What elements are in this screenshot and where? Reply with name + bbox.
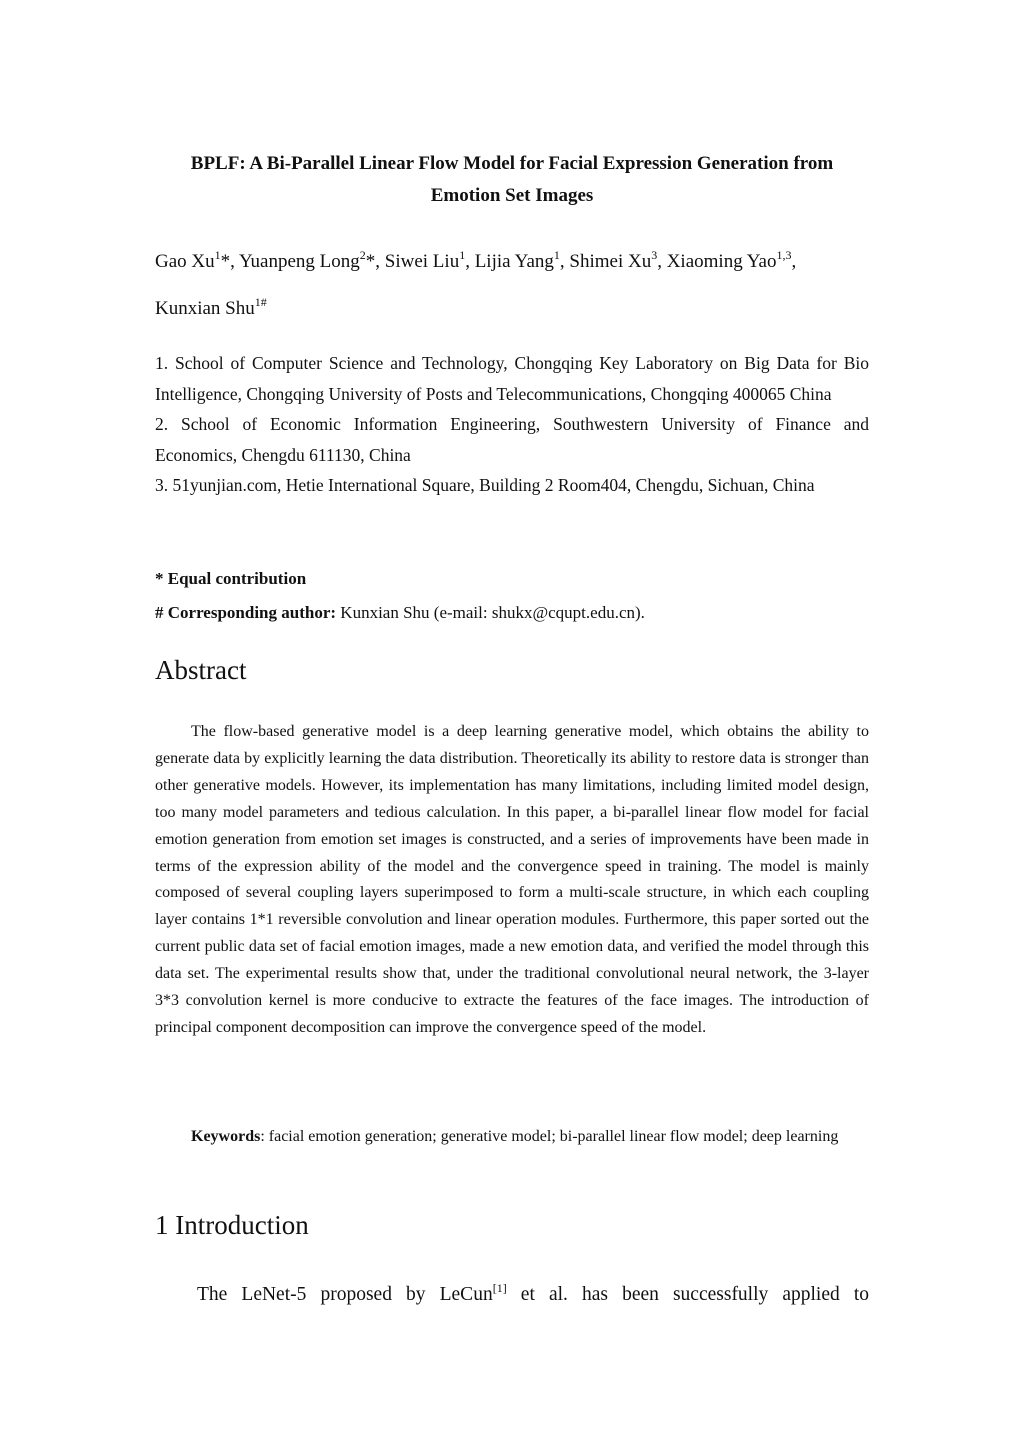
author: Siwei Liu$^1$, (384, 248, 475, 272)
equal-contribution-note: * Equal contribution (155, 569, 307, 588)
author: Kunxian Shu$^{1\#}$ (155, 295, 267, 319)
affiliation-1: 1. School of Computer Science and Technology, Chongqing Key Laboratory on Big Data for Bio Intelligence, Chongqing University of Posts and Telecommunications, Chongqing 400065 China (155, 353, 869, 404)
keywords-label: Keywords (191, 1128, 261, 1145)
keywords (155, 1123, 869, 1150)
abstract-text: The flow-based generative model is a deep learning generative model, which obtains the ability to generate data by explicitly learning the data distribution. Theoretically its ability to restore data is stronger than other generative models. However, its implementation has many limitations, including limited model design, too many model parameters and tedious calculation. In this paper, a bi-parallel linear flow model for facial emotion generation from emotion set images is constructed, and a series of improvements have been made in terms of the expression ability of the model and the convergence speed in training. The model is mainly composed of several coupling layers superimposed to form a multi-scale structure, in which each coupling layer contains 1*1 reversible convolution and linear operation modules. Furthermore, this paper sorted out the current public data set of facial emotion images, made a new emotion data, and verified the model through this data set. The experimental results show that, under the traditional convolutional neural network, the 3-layer 3*3 convolution kernel is more conducive to extracte the features of the face images. The introduction of principal component decomposition can improve the convergence speed of the model. (155, 723, 869, 1036)
citation: [1] (492, 1281, 507, 1295)
introduction-heading: 1 Introduction (155, 1210, 309, 1240)
introduction-text: The LeNet-5 proposed by LeCun[1] et al. has been successfully applied to (197, 1281, 870, 1305)
title-line-1: BPLF: A Bi-Parallel Linear Flow Model for Facial Expression Generation from (190, 153, 834, 174)
author-list (155, 238, 869, 332)
author-notes (155, 562, 869, 630)
paper-title (120, 148, 904, 212)
affiliation-2: 2. School of Economic Information Engineering, Southwestern University of Finance and Economics, Chengdu 611130, China (155, 414, 869, 465)
author: Xiaoming Yao$^{1,3}$, (666, 248, 797, 272)
affiliation-3: 3. 51yunjian.com, Hetie International Square, Building 2 Room404, Chengdu, Sichuan, China (155, 475, 815, 496)
author: Lijia Yang$^1$, (474, 248, 570, 272)
author: Gao Xu$^1$*, (155, 248, 239, 272)
keywords-text: : facial emotion generation; generative model; bi-parallel linear flow model; deep learning (260, 1128, 839, 1145)
title-line-2: Emotion Set Images (430, 185, 594, 206)
affiliations (155, 348, 869, 501)
author: Yuanpeng Long$^2$*, (238, 248, 385, 272)
corresponding-author-note: # Corresponding author: Kunxian Shu (e-mail: shukx@cqupt.edu.cn). (155, 603, 645, 622)
author: Shimei Xu$^3$, (569, 248, 667, 272)
abstract-heading: Abstract (155, 655, 247, 685)
